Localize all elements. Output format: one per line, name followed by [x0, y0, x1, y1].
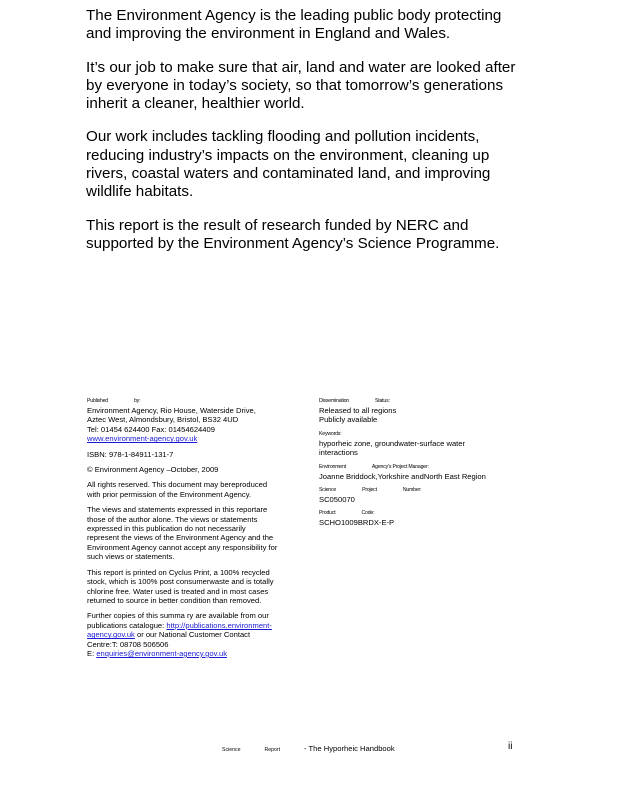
copies-line-1: Further copies of this summa ry are available from our — [87, 611, 269, 621]
by-label: by: — [133, 398, 141, 404]
publisher-phone: Tel: 01454 624400 Fax: 01454624409 — [87, 424, 215, 434]
manager-label-a: Environment — [319, 463, 346, 470]
keywords-label: Keywords: — [319, 430, 342, 437]
dissemination-line-1: Released to all regions — [319, 406, 397, 415]
page-number: ii — [508, 741, 513, 752]
footer-science: Science — [222, 747, 241, 753]
manager-label — [319, 463, 539, 472]
views-line-2: those of the author alone. The views or statements — [87, 514, 258, 524]
print-line-1: This report is printed on Cyclus Print, a 100% recycled — [87, 567, 270, 577]
product-label-b: Code: — [361, 510, 375, 517]
publisher-address-1: Environment Agency, Rio House, Waterside Drive, — [87, 406, 256, 415]
dissemination-label — [319, 397, 539, 406]
intro-paragraph-2: It’s our job to make sure that air, land and water are looked after by everyone in today’s society, so that tomorrow’s generations inherit a cleaner, healthier world. — [86, 58, 516, 113]
details-column — [319, 397, 539, 528]
print-line-4: returned to source in better condition than removed. — [87, 595, 262, 605]
intro-paragraph-4: This report is the result of research funded by NERC and supported by the Environment Agency’s Science Programme. — [86, 216, 500, 252]
email-prefix: E: — [87, 648, 95, 658]
keywords-line-1: hyporheic zone, groundwater-surface water — [319, 438, 466, 448]
website-link[interactable]: www.environment-agency.gov.uk — [87, 434, 198, 444]
views-line-3: expressed in this publication do not necessarily — [87, 524, 246, 534]
copyright: © Environment Agency –October, 2009 — [87, 465, 219, 475]
views-line-1: The views and statements expressed in this reportare — [87, 505, 268, 515]
page-footer — [222, 744, 522, 755]
manager-label-b: Agency's Project Manager: — [371, 463, 429, 470]
contact-centre-text: or our National Customer Contact — [136, 630, 251, 640]
copies-prefix: publications catalogue: — [87, 620, 165, 630]
footer-report: Report — [264, 747, 281, 753]
contact-phone: Centre:T: 08708 506506 — [87, 639, 169, 649]
project-label — [319, 486, 539, 495]
dissemination-line-2: Publicly available — [319, 415, 378, 425]
product-label — [319, 509, 539, 518]
intro-paragraph-3: Our work includes tackling flooding and pollution incidents, reducing industry’s impacts on the environment, cleaning up rivers, coastal waters and contaminated land, and improving wildlife habitats. — [86, 128, 491, 201]
published-label: Published — [87, 398, 108, 404]
rights-line-2: with prior permission of the Environment Agency. — [87, 489, 252, 499]
rights-line-1: All rights reserved. This document may bereproduced — [87, 480, 268, 490]
isbn: ISBN: 978-1-84911-131-7 — [87, 449, 174, 459]
manager-value: Joanne Briddock,Yorkshire andNorth East Region — [319, 471, 486, 481]
intro-text — [86, 7, 526, 268]
dissemination-label-a: Dissemination — [319, 398, 349, 404]
keywords-line-2: interactions — [319, 448, 358, 458]
catalogue-link-continued[interactable]: agency.gov.uk — [87, 630, 135, 640]
views-line-4: represent the views of the Environment Agency and the — [87, 533, 274, 543]
project-number: SC050070 — [319, 495, 355, 505]
project-label-c: Number: — [402, 487, 422, 494]
footer-title: - The Hyporheic Handbook — [304, 744, 395, 753]
intro-paragraph-1: The Environment Agency is the leading public body protecting and improving the environment in England and Wales. — [86, 7, 502, 43]
publisher-column — [87, 397, 297, 658]
catalogue-link[interactable]: http://publications.environment- — [166, 620, 272, 630]
product-code: SCHO1009BRDX-E-P — [319, 518, 395, 528]
published-by-label — [87, 397, 297, 406]
publisher-address-2: Aztec West, Almondsbury, Bristol, BS32 4UD — [87, 415, 239, 425]
product-label-a: Product — [319, 510, 336, 517]
project-label-a: Science — [319, 487, 337, 494]
dissemination-label-b: Status: — [374, 398, 390, 404]
views-line-6: such views or statements. — [87, 552, 175, 562]
project-label-b: Project — [362, 487, 377, 494]
print-line-2: stock, which is 100% post consumerwaste and is totally — [87, 577, 274, 587]
email-link[interactable]: enquiries@environment-agency.gov.uk — [96, 648, 227, 658]
print-line-3: chlorine free. Water used is treated and in most cases — [87, 586, 269, 596]
views-line-5: Environment Agency cannot accept any responsibility for — [87, 542, 278, 552]
